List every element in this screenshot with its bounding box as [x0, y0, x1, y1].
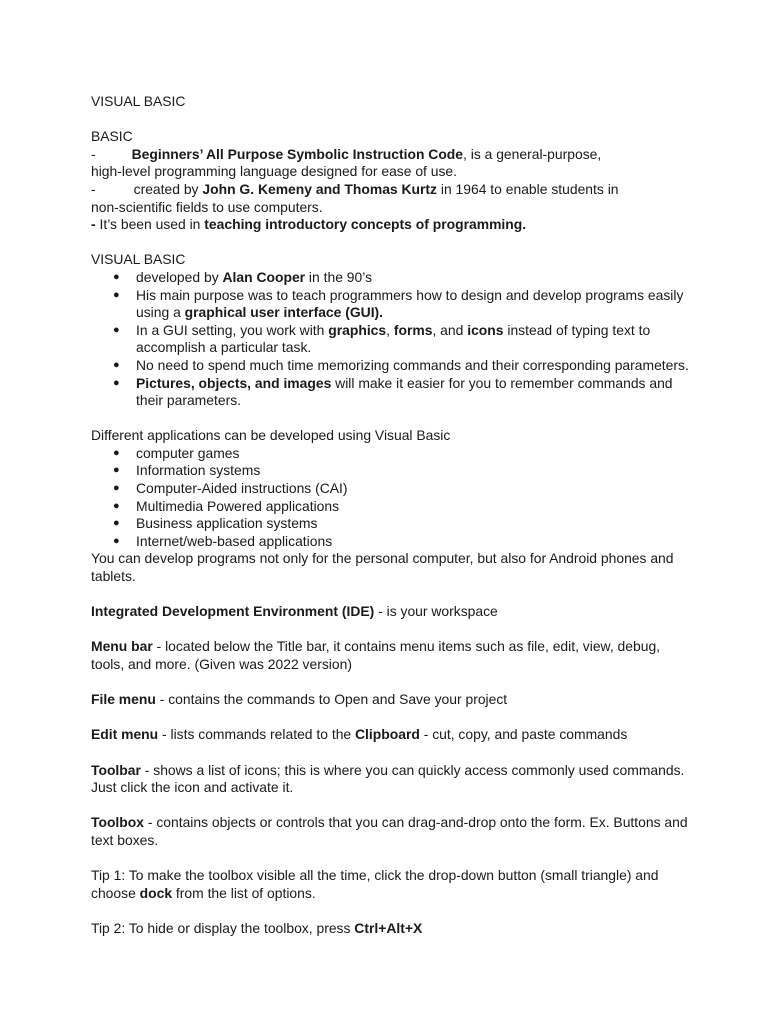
bullet-icon: ●	[113, 446, 120, 459]
document-title: VISUAL BASIC	[91, 93, 186, 109]
vb-heading: VISUAL BASIC	[91, 251, 186, 268]
bullet-icon: ●	[113, 517, 120, 530]
list-item: ● No need to spend much time memorizing commands and their corresponding parameters.	[113, 356, 689, 373]
toolbar-definition: Toolbar - shows a list of icons; this is where you can quickly access commonly used commands. Just click the icon and activate it.	[91, 761, 685, 796]
basic-line-2b: non-scientific fields to use computers.	[91, 198, 323, 215]
document-page	[91, 93, 691, 938]
basic-line-1: - Beginners’ All Purpose Symbolic Instruction Code, is a general-purpose,	[91, 145, 602, 162]
basic-line-3: - It’s been used in teaching introductory concepts of programming.	[91, 216, 527, 233]
bullet-icon: ●	[113, 376, 120, 389]
basic-heading: BASIC	[91, 128, 133, 145]
bullet-icon: ●	[113, 270, 120, 283]
toolbox-definition: Toolbox - contains objects or controls that you can drag-and-drop onto the form. Ex. Buttons and text boxes.	[91, 814, 688, 848]
ide-definition: Integrated Development Environment (IDE) - is your workspace	[91, 603, 498, 620]
bullet-icon: ●	[113, 499, 120, 512]
list-item: ● Multimedia Powered applications	[113, 497, 340, 514]
basic-line-1b: high-level programming language designed for ease of use.	[91, 163, 458, 180]
list-item: ● Information systems	[113, 462, 261, 479]
list-item: ● Business application systems	[113, 515, 318, 532]
list-item: ● In a GUI setting, you work with graphics, forms, and icons instead of typing text to accomplish a particular task.	[113, 321, 651, 356]
bullet-icon: ●	[113, 323, 120, 336]
list-item: ● computer games	[113, 444, 240, 461]
list-item: ● His main purpose was to teach programmers how to design and develop programs easily using a graphical user interface (GUI).	[113, 286, 684, 321]
menubar-definition: Menu bar - located below the Title bar, it contains menu items such as file, edit, view, debug, tools, and more. (Given was 2022 version)	[91, 638, 661, 672]
apps-intro: Different applications can be developed using Visual Basic	[91, 427, 451, 444]
editmenu-definition: Edit menu - lists commands related to the Clipboard - cut, copy, and paste commands	[91, 726, 628, 743]
filemenu-definition: File menu - contains the commands to Open and Save your project	[91, 691, 508, 708]
vb-bullet-list	[91, 269, 691, 410]
list-item: ● Pictures, objects, and images will make it easier for you to remember commands and their parameters.	[113, 374, 673, 409]
tip-2: Tip 2: To hide or display the toolbox, press Ctrl+Alt+X	[91, 919, 423, 936]
tip-1: Tip 1: To make the toolbox visible all the time, click the drop-down button (small triangle) and choose dock from the list of options.	[91, 867, 659, 901]
bullet-icon: ●	[113, 358, 120, 371]
apps-outro: You can develop programs not only for the personal computer, but also for Android phones and tablets.	[91, 550, 674, 585]
bullet-icon: ●	[113, 482, 120, 495]
apps-bullet-list	[91, 445, 691, 551]
bullet-icon: ●	[113, 534, 120, 547]
list-item: ● Computer-Aided instructions (CAI)	[113, 480, 348, 497]
bullet-icon: ●	[113, 288, 120, 301]
bullet-icon: ●	[113, 464, 120, 477]
basic-line-2: - created by John G. Kemeny and Thomas Kurtz in 1964 to enable students in	[91, 180, 619, 197]
list-item: ● developed by Alan Cooper in the 90’s	[113, 268, 373, 285]
list-item: ● Internet/web-based applications	[113, 532, 333, 549]
